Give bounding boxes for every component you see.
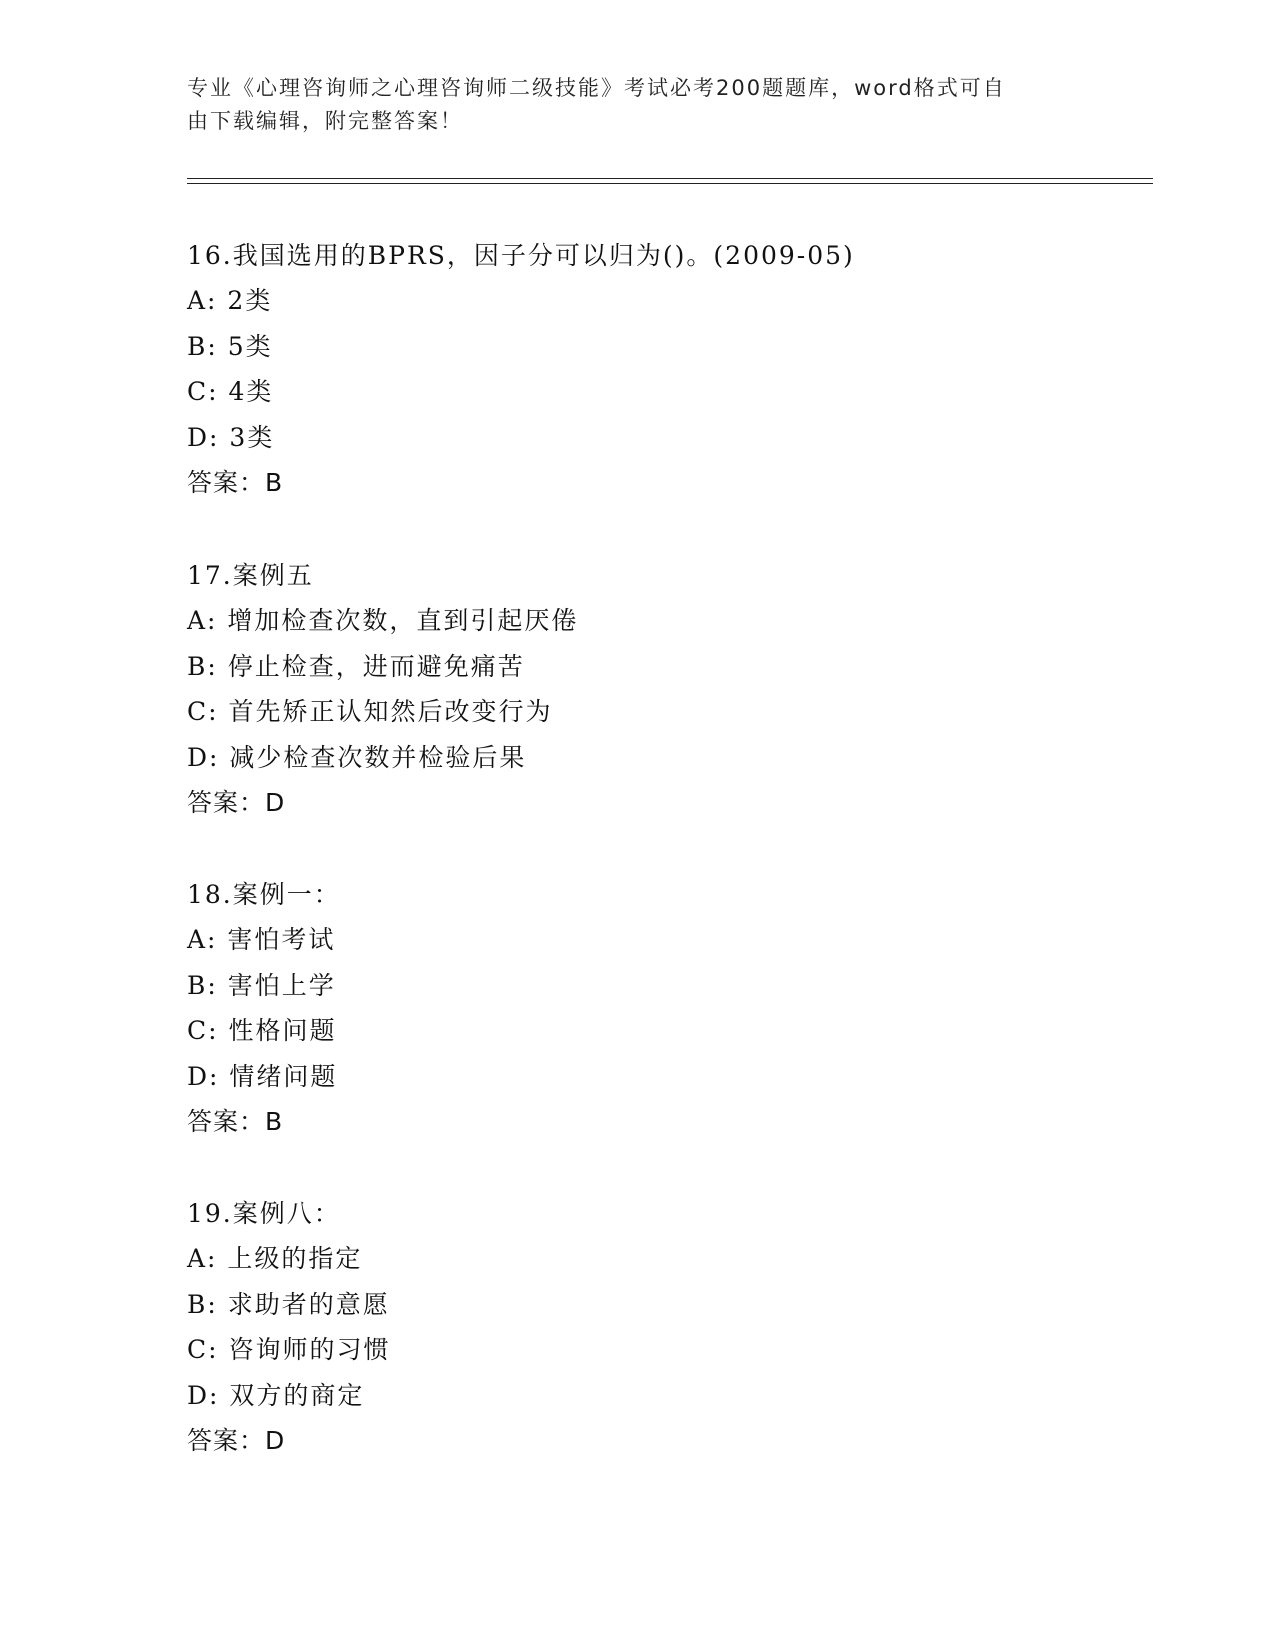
answer: 答案：B — [187, 468, 284, 497]
option-c: C: 咨询师的习惯 — [187, 1335, 391, 1364]
option-c: C: 性格问题 — [187, 1016, 337, 1045]
option-a: A: 2类 — [187, 286, 273, 315]
option-d: D: 3类 — [187, 422, 275, 452]
option-b: B: 害怕上学 — [187, 970, 336, 1000]
option-a: A: 上级的指定 — [187, 1244, 363, 1273]
header-line-2: 由下载编辑，附完整答案！ — [187, 109, 463, 133]
option-d: D: 减少检查次数并检验后果 — [187, 742, 527, 772]
answer: 答案：D — [187, 788, 286, 817]
option-b: B: 求助者的意愿 — [187, 1289, 390, 1319]
header-divider-top — [187, 178, 1153, 179]
document-header — [187, 72, 1087, 138]
option-d: D: 双方的商定 — [187, 1380, 365, 1410]
option-d: D: 情绪问题 — [187, 1061, 338, 1091]
header-line-1: 专业《心理咨询师之心理咨询师二级技能》考试必考200题题库，word格式可自 — [187, 76, 1006, 100]
option-c: C: 4类 — [187, 377, 274, 406]
question-16 — [187, 233, 1147, 505]
option-a: A: 增加检查次数，直到引起厌倦 — [187, 606, 579, 635]
question-stem: 16.我国选用的BPRS，因子分可以归为()。(2009-05) — [187, 241, 855, 270]
answer: 答案：D — [187, 1426, 286, 1455]
option-c: C: 首先矫正认知然后改变行为 — [187, 697, 553, 726]
question-stem: 18.案例一： — [187, 880, 341, 909]
answer: 答案：B — [187, 1107, 284, 1136]
option-b: B: 停止检查，进而避免痛苦 — [187, 651, 525, 681]
question-stem: 19.案例八： — [187, 1199, 341, 1228]
question-17 — [187, 553, 1147, 825]
question-18 — [187, 872, 1147, 1144]
header-divider-bottom — [187, 183, 1153, 184]
question-19 — [187, 1191, 1147, 1463]
option-a: A: 害怕考试 — [187, 925, 336, 954]
question-stem: 17.案例五 — [187, 561, 314, 590]
option-b: B: 5类 — [187, 331, 273, 361]
